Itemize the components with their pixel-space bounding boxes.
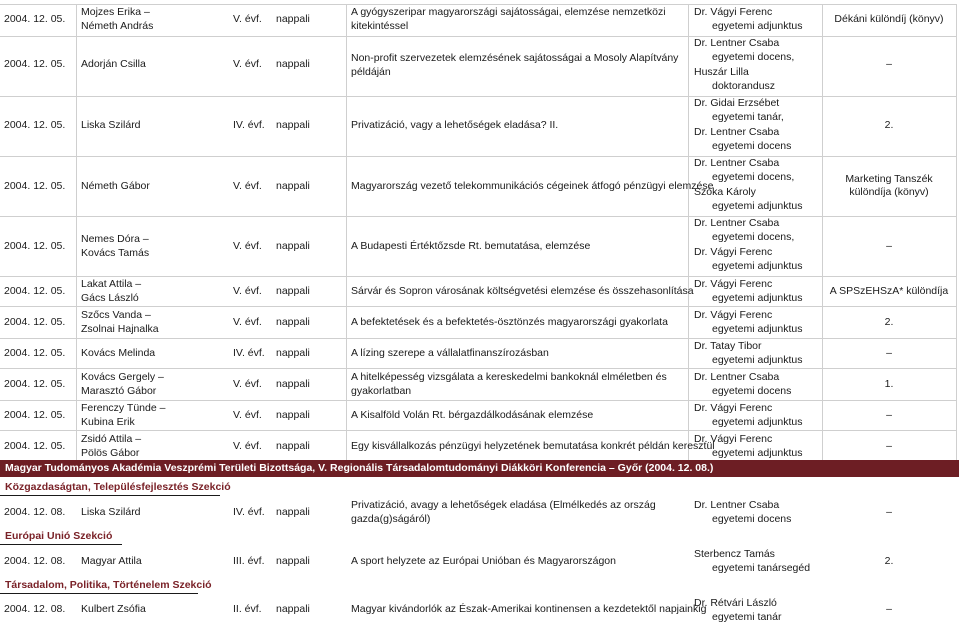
grid-line [0, 338, 957, 339]
grid-line [822, 4, 823, 460]
row-prize: 1. [884, 378, 894, 390]
row-year: V. évf. [233, 409, 262, 421]
row-name: Kovács Melinda [81, 347, 156, 359]
row-prize: 2. [884, 316, 894, 328]
row-title: A befektetések és a befektetés-ösztönzés magyarországi gyakorlata [351, 316, 668, 328]
grid-line [688, 4, 689, 460]
row-date: 2004. 12. 05. [4, 316, 66, 328]
row-year: V. évf. [233, 440, 262, 452]
row-advisor: egyetemi adjunktus [712, 200, 803, 212]
grid-line [0, 430, 957, 431]
row-name: Kovács Gergely – [81, 371, 164, 383]
section-underline [0, 495, 220, 496]
row-name: Nemes Dóra – [81, 233, 149, 245]
row-advisor: Dr. Vágyi Ferenc [694, 6, 773, 18]
row-name: Mojzes Erika – [81, 6, 150, 18]
row-date: 2004. 12. 05. [4, 347, 66, 359]
row-name: Szőcs Vanda – [81, 309, 151, 321]
row-advisor: Dr. Lentner Csaba [694, 499, 780, 511]
row-advisor: Dr. Vágyi Ferenc [694, 433, 773, 445]
row-title: A Kisalföld Volán Rt. bérgazdálkodásának elemzése [351, 409, 594, 421]
row-mode: nappali [276, 58, 310, 70]
row-advisor: egyetemi adjunktus [712, 416, 803, 428]
row-date: 2004. 12. 05. [4, 119, 66, 131]
row-name: Kulbert Zsófia [81, 603, 146, 615]
grid-line [0, 368, 957, 369]
row-name: Magyar Attila [81, 555, 142, 567]
row-prize: – [886, 603, 892, 615]
row-title: Magyarország vezető telekommunikációs cégeinek átfogó pénzügyi elemzése [351, 180, 714, 192]
conference-banner-text: Magyar Tudományos Akadémia Veszprémi Területi Bizottsága, V. Regionális Társadalomtudományi Diákköri Konferencia – Győr (2004. 12. 08.) [5, 462, 714, 474]
section-underline [0, 593, 198, 594]
row-name: Kovács Tamás [81, 247, 150, 259]
row-date: 2004. 12. 05. [4, 440, 66, 452]
row-advisor: Dr. Rétvári László [694, 597, 777, 609]
grid-line [346, 4, 347, 460]
row-year: IV. évf. [233, 506, 265, 518]
row-advisor: egyetemi adjunktus [712, 447, 803, 459]
grid-line [76, 4, 77, 460]
row-mode: nappali [276, 603, 310, 615]
row-date: 2004. 12. 05. [4, 409, 66, 421]
row-mode: nappali [276, 285, 310, 297]
row-prize: 2. [884, 555, 894, 567]
row-prize: – [886, 58, 892, 70]
row-advisor: egyetemi docens, [712, 171, 795, 183]
row-date: 2004. 12. 08. [4, 506, 66, 518]
grid-line [0, 36, 957, 37]
row-advisor: egyetemi adjunktus [712, 20, 803, 32]
row-year: V. évf. [233, 13, 262, 25]
row-year: V. évf. [233, 240, 262, 252]
grid-line [0, 306, 957, 307]
row-name: Zsolnai Hajnalka [81, 323, 159, 335]
row-advisor: egyetemi docens [712, 140, 792, 152]
row-prize: – [886, 440, 892, 452]
grid-line [0, 4, 957, 5]
row-prize: Dékáni különdíj (könyv) [834, 13, 944, 25]
row-advisor: egyetemi docens [712, 513, 792, 525]
row-title: gyakorlatban [351, 385, 412, 397]
row-year: IV. évf. [233, 347, 265, 359]
row-advisor: Dr. Lentner Csaba [694, 371, 780, 383]
row-advisor: doktorandusz [712, 80, 776, 92]
row-advisor: egyetemi tanár, [712, 111, 784, 123]
grid-line [0, 96, 957, 97]
row-title: A lízing szerepe a vállalatfinanszírozásban [351, 347, 549, 359]
row-advisor: egyetemi docens, [712, 231, 795, 243]
row-mode: nappali [276, 180, 310, 192]
grid-line [0, 216, 957, 217]
row-name: Liska Szilárd [81, 506, 141, 518]
row-date: 2004. 12. 05. [4, 180, 66, 192]
row-prize: 2. [884, 119, 894, 131]
row-advisor: Dr. Lentner Csaba [694, 157, 780, 169]
row-year: V. évf. [233, 180, 262, 192]
row-title: A sport helyzete az Európai Unióban és Magyarországon [351, 555, 616, 567]
row-mode: nappali [276, 316, 310, 328]
row-advisor: Dr. Vágyi Ferenc [694, 278, 773, 290]
row-mode: nappali [276, 409, 310, 421]
row-name: Németh Gábor [81, 180, 150, 192]
section-heading: Társadalom, Politika, Történelem Szekció [5, 579, 212, 591]
row-title: A hitelképesség vizsgálata a kereskedelmi bankoknál elméletben és [351, 371, 667, 383]
row-prize: különdíja (könyv) [849, 186, 929, 198]
row-year: V. évf. [233, 378, 262, 390]
grid-line [0, 156, 957, 157]
row-advisor: Dr. Lentner Csaba [694, 126, 780, 138]
row-advisor: egyetemi tanár [712, 611, 782, 623]
section-underline [0, 544, 122, 545]
row-name: Kubina Erik [81, 416, 135, 428]
row-title: gazda(g)ságáról) [351, 513, 431, 525]
row-name: Lakat Attila – [81, 278, 142, 290]
row-title: Sárvár és Sopron városának költségvetési elemzése és összehasonlítása [351, 285, 694, 297]
row-mode: nappali [276, 119, 310, 131]
row-name: Adorján Csilla [81, 58, 146, 70]
row-date: 2004. 12. 08. [4, 555, 66, 567]
row-advisor: Dr. Lentner Csaba [694, 217, 780, 229]
row-advisor: Dr. Gidai Erzsébet [694, 97, 780, 109]
row-date: 2004. 12. 08. [4, 603, 66, 615]
row-name: Liska Szilárd [81, 119, 141, 131]
row-mode: nappali [276, 440, 310, 452]
grid-line [0, 400, 957, 401]
row-date: 2004. 12. 05. [4, 285, 66, 297]
row-advisor: Sterbencz Tamás [694, 548, 775, 560]
row-name: Gács László [81, 292, 139, 304]
row-prize: – [886, 240, 892, 252]
row-mode: nappali [276, 378, 310, 390]
row-name: Ferenczy Tünde – [81, 402, 166, 414]
row-prize: – [886, 409, 892, 421]
row-title: példáján [351, 66, 391, 78]
section-heading: Közgazdaságtan, Településfejlesztés Szekció [5, 481, 231, 493]
row-year: V. évf. [233, 316, 262, 328]
row-advisor: Dr. Vágyi Ferenc [694, 246, 773, 258]
row-advisor: egyetemi docens [712, 385, 792, 397]
row-year: III. évf. [233, 555, 265, 567]
row-advisor: Dr. Vágyi Ferenc [694, 402, 773, 414]
row-advisor: egyetemi docens, [712, 51, 795, 63]
row-name: Pölös Gábor [81, 447, 140, 459]
row-advisor: egyetemi adjunktus [712, 323, 803, 335]
row-advisor: egyetemi adjunktus [712, 354, 803, 366]
row-prize: – [886, 506, 892, 518]
row-name: Németh András [81, 20, 154, 32]
row-advisor: Huszár Lilla [694, 66, 749, 78]
row-advisor: Dr. Vágyi Ferenc [694, 309, 773, 321]
row-advisor: egyetemi tanársegéd [712, 562, 811, 574]
row-year: V. évf. [233, 285, 262, 297]
row-title: A Budapesti Értéktőzsde Rt. bemutatása, elemzése [351, 240, 591, 252]
row-advisor: Szóka Károly [694, 186, 756, 198]
row-title: kitekintéssel [351, 20, 409, 32]
row-prize: – [886, 347, 892, 359]
row-prize: A SPSzEHSzA* különdíja [829, 285, 949, 297]
row-date: 2004. 12. 05. [4, 240, 66, 252]
row-title: Privatizáció, vagy a lehetőségek eladása? II. [351, 119, 559, 131]
row-mode: nappali [276, 13, 310, 25]
row-name: Marasztó Gábor [81, 385, 157, 397]
row-title: Privatizáció, avagy a lehetőségek eladása (Elmélkedés az ország [351, 499, 656, 511]
row-advisor: Dr. Tatay Tibor [694, 340, 762, 352]
row-date: 2004. 12. 05. [4, 13, 66, 25]
row-date: 2004. 12. 05. [4, 58, 66, 70]
row-title: Egy kisvállalkozás pénzügyi helyzetének bemutatása konkrét példán keresztül [351, 440, 715, 452]
row-year: V. évf. [233, 58, 262, 70]
row-mode: nappali [276, 347, 310, 359]
row-advisor: egyetemi adjunktus [712, 260, 803, 272]
row-title: Magyar kivándorlók az Észak-Amerikai kontinensen a kezdetektől napjainkig [351, 603, 707, 615]
row-advisor: Dr. Lentner Csaba [694, 37, 780, 49]
row-prize: Marketing Tanszék [845, 173, 933, 185]
row-mode: nappali [276, 506, 310, 518]
row-mode: nappali [276, 240, 310, 252]
conference-banner [0, 460, 959, 477]
section-heading: Európai Unió Szekció [5, 530, 113, 542]
row-advisor: egyetemi adjunktus [712, 292, 803, 304]
row-year: II. évf. [233, 603, 262, 615]
grid-line [956, 4, 957, 460]
row-title: A gyógyszeripar magyarországi sajátosságai, elemzése nemzetközi [351, 6, 666, 18]
row-title: Non-profit szervezetek elemzésének sajátosságai a Mosoly Alapítvány [351, 52, 679, 64]
grid-line [0, 276, 957, 277]
row-year: IV. évf. [233, 119, 265, 131]
row-date: 2004. 12. 05. [4, 378, 66, 390]
row-name: Zsidó Attila – [81, 433, 142, 445]
row-mode: nappali [276, 555, 310, 567]
